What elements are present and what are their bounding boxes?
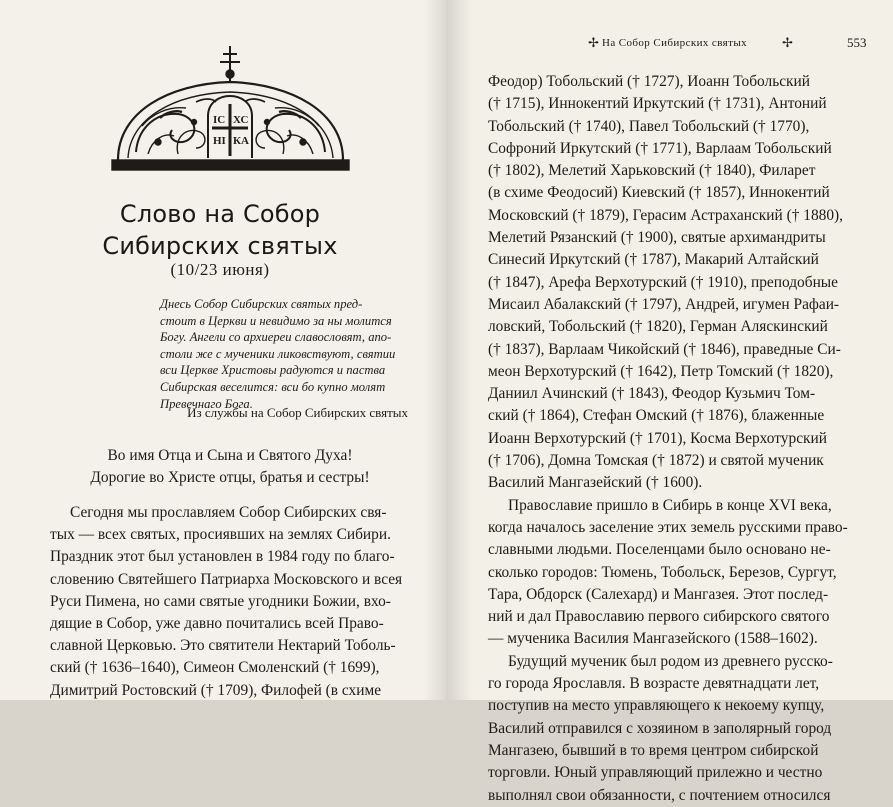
body-line: — мученика Василия Мангазейского (1588–1602). bbox=[488, 630, 818, 648]
body-line: († 1802), Мелетий Харьковский († 1840), Филарет bbox=[488, 162, 816, 180]
body-line: меон Верхотурский († 1642), Петр Томский († 1820), bbox=[488, 362, 834, 380]
body-line: Будущий мученик был родом из древнего русско- bbox=[508, 652, 833, 670]
right-body-text bbox=[488, 71, 880, 807]
cross-icon: ✢ bbox=[782, 35, 793, 50]
epigraph-line: Днесь Собор Сибирских святых пред- bbox=[160, 297, 363, 311]
body-line: Руси Пимена, но сами святые угодники Божии, вхо- bbox=[50, 592, 391, 610]
body-line: Московский († 1879), Герасим Астраханский († 1880), bbox=[488, 206, 844, 224]
left-body-text bbox=[50, 502, 415, 702]
epigraph-line: Богу. Ангели со архиереи славословят, апо- bbox=[160, 330, 392, 345]
body-line: († 1715), Иннокентий Иркутский († 1731), Антоний bbox=[488, 95, 827, 113]
body-line: славными людьми. Поселенцами было основано не- bbox=[488, 541, 831, 559]
body-line: славной Церковью. Это святители Нектарий Тоболь- bbox=[50, 637, 396, 655]
cross-icon: ✢ bbox=[588, 35, 599, 50]
ornament-letters-ni: НІ bbox=[213, 135, 226, 147]
body-line: Мисаил Абалакский († 1797), Андрей, игумен Рафаи- bbox=[488, 295, 840, 313]
ornament-letters-xc: ХС bbox=[233, 114, 249, 126]
greeting-line: Во имя Отца и Сына и Святого Духа! bbox=[107, 447, 353, 464]
body-line: Праздник этот был установлен в 1984 году по благо- bbox=[50, 548, 395, 566]
body-line: Сегодня мы прославляем Собор Сибирских свя- bbox=[70, 504, 387, 521]
body-line: ловский, Тобольский († 1820), Герман Аляскинский bbox=[488, 318, 828, 336]
chapter-title-line: Слово на Собор bbox=[119, 200, 321, 228]
left-page bbox=[0, 0, 446, 700]
ornament-letters-ic: ІС bbox=[213, 114, 226, 126]
body-line: Софроний Иркутский († 1771), Варлаам Тобольский bbox=[488, 139, 832, 157]
body-line: дящие в Собор, уже давно почитались всей Право- bbox=[50, 615, 384, 633]
body-line: торговли. Юный управляющий прилежно и честно bbox=[488, 764, 823, 782]
body-line: Православие пришло в Сибирь в конце XVI века, bbox=[508, 496, 832, 514]
body-line: († 1847), Арефа Верхотурский († 1910), преподобные bbox=[488, 273, 838, 291]
body-line: поступив на место управляющего к некоему купцу, bbox=[488, 697, 825, 715]
body-line: Василий отправился с хозяином в заполярный город bbox=[488, 719, 832, 737]
body-line: Димитрий Ростовский († 1709), Филофей (в схиме bbox=[50, 681, 382, 699]
epigraph bbox=[160, 296, 410, 412]
epigraph-line: Сибирская веселится: вси бо купно молят bbox=[160, 379, 386, 394]
epigraph-line: вси Церкве Христовы радуются и паства bbox=[160, 363, 386, 378]
body-line: Мелетий Рязанский († 1900), святые архимандриты bbox=[488, 229, 826, 247]
body-line: когда началось заселение этих земель русскими право- bbox=[488, 518, 848, 536]
body-line: Тобольский († 1740), Павел Тобольский († 1770), bbox=[488, 117, 810, 135]
body-line: ский († 1864), Стефан Омский († 1876), блаженные bbox=[488, 407, 825, 425]
body-line: Василий Мангазейский († 1600). bbox=[488, 474, 703, 492]
body-line: Даниил Ачинский († 1843), Феодор Кузьмич Том- bbox=[488, 385, 816, 403]
epigraph-line: Превечнаго Бога. bbox=[160, 396, 253, 411]
epigraph-source: Из службы на Собор Сибирских святых bbox=[187, 405, 408, 420]
ornament-letters-ka: КА bbox=[233, 135, 249, 147]
page-number: 553 bbox=[847, 35, 867, 50]
body-line: († 1706), Домна Томская († 1872) и святой мученик bbox=[488, 452, 824, 470]
gutter-shadow bbox=[424, 0, 446, 700]
body-line: Иоанн Верхотурский († 1701), Косма Верхотурский bbox=[488, 429, 827, 447]
right-page bbox=[446, 0, 893, 804]
epigraph-line: стоит в Церкви и невидимо за ны молится bbox=[160, 313, 392, 328]
body-line: тых — всех святых, просиявших на землях Сибири. bbox=[50, 526, 391, 544]
body-line: ний и дал Православию первого сибирского святого bbox=[488, 608, 830, 626]
body-line: выполнял свои обязанности, с почтением относился bbox=[488, 786, 831, 804]
body-line: ский († 1636–1640), Симеон Смоленский († 1699), bbox=[50, 659, 380, 677]
gutter-shadow bbox=[446, 0, 472, 700]
body-line: го города Ярославля. В возрасте девятнадцати лет, bbox=[488, 675, 820, 693]
running-head-title: На Собор Сибирских святых bbox=[602, 37, 748, 49]
body-line: сколько городов: Тюмень, Тобольск, Березов, Сургут, bbox=[488, 563, 837, 581]
feast-date: (10/23 июня) bbox=[170, 260, 270, 279]
chapter-title-line: Сибирских святых bbox=[102, 232, 338, 260]
ic-xc-nika-cross-ornament-icon bbox=[108, 42, 353, 174]
running-head bbox=[446, 37, 893, 51]
body-line: Синесий Иркутский († 1787), Макарий Алтайский bbox=[488, 251, 819, 269]
body-line: Феодор) Тобольский († 1727), Иоанн Тобольский bbox=[488, 73, 810, 90]
body-line: словению Святейшего Патриарха Московского и всея bbox=[50, 570, 403, 588]
body-line: Мангазею, бывший в то время центром сибирской bbox=[488, 741, 819, 759]
body-line: († 1837), Варлаам Чикойский († 1846), праведные Си- bbox=[488, 340, 841, 358]
chapter-title bbox=[40, 198, 400, 262]
body-line: (в схиме Феодосий) Киевский († 1857), Иннокентий bbox=[488, 184, 830, 202]
epigraph-line: столи же с мученики ликовствуют, святии bbox=[160, 346, 396, 361]
greeting bbox=[40, 445, 420, 489]
body-line: Тара, Обдорск (Салехард) и Мангазея. Этот послед- bbox=[488, 585, 829, 603]
greeting-line: Дорогие во Христе отцы, братья и сестры! bbox=[90, 469, 370, 486]
